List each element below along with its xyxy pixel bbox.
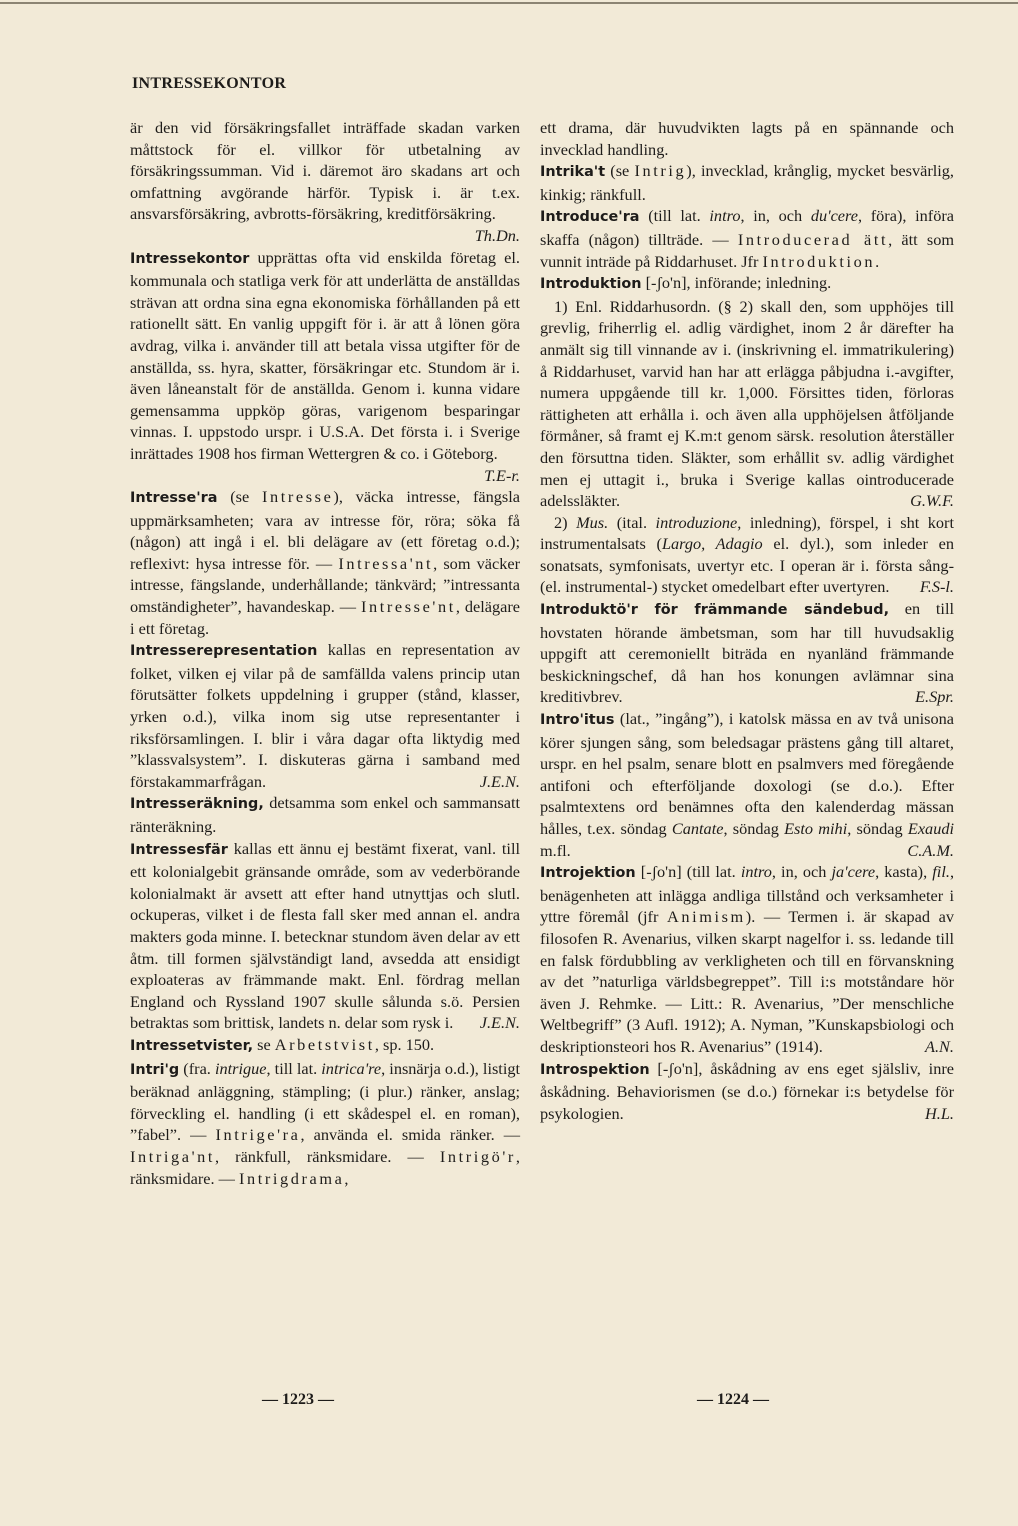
headword: Intressetvister, [130,1037,254,1054]
entry-continued-left: är den vid försäkringsfallet inträffade skadan varken måttstock för el. villkor för utbetalning av försäkringssumman. Vid i. däremot äro skadans art och omfattning avgörande härför. Typisk i. är t.ex. ansvarsförsäkring, avbrotts-försäkring, kreditförsäkring. Th.Dn. [130,118,520,245]
cross-reference: Intresse [261,487,334,507]
entry-intressekontor: Intressekontor upprättas ofta vid enskilda företag el. kommunala och statliga verk för att underlätta de anställdas strävan att ordna sina egna ekonomiska förhållanden på ett rationellt sätt. En vanlig uppgift för i. är att å lönen göra avdrag, vilka i. använder till att betala vissa utgifter för de anställda, ss. hyra, skatter, försäkringar etc. Stundom är i. även låneanstalt för de anställda. Genom i. kunna vidare gemensamma uppköp göras, varigenom besparingar vinnas. I. uppstodo urspr. i U.S.A. Det första i. i Sverige inrättades 1908 hos firman Wettergren & co. i Göteborg. T.E-r. [130,247,520,485]
entry-introduktor: Introduktö'r för främmande sändebud, en till hovstaten hörande ämbetsman, som har till huvudsaklig uppgift att ceremoniellt biträda en nyanländ främmande beskickningschef, då han hos konungen avlämnar sina kreditivbrev. E.Spr. [540,599,954,707]
signature: Th.Dn. [474,225,520,245]
entry-intressetvister: Intressetvister, se Arbetstvist, sp. 150. [130,1034,435,1054]
cross-reference: Intrigö'r [439,1146,516,1166]
page-number-right: — 1224 — [697,1391,769,1408]
signature: T.E-r. [484,465,520,485]
cross-reference: Intressa'nt [338,553,434,573]
left-column [130,117,520,1189]
headword: Introduce'ra [540,209,640,226]
entry-introitus: Intro'itus (lat., ”ingång”), i katolsk mässa en av två unisona körer sjungen sång, som beledsagar prästens gång till altaret, urspr. en hel psalm, senare blott en psalmvers med föregående antifoni och efterföljande doxologi (se d.o.). Efter psalmtextens ord benämnes ofta den kalenderdag mässan hålles, t.ex. söndag Cantate, söndag Esto mihi, söndag Exaudi m.fl. C.A.M. [540,709,955,860]
headword: Intressesfär [130,841,228,858]
cross-reference: Intrigdrama [238,1168,345,1188]
entry-intressera: Intresse'ra (se Intresse), väcka intresse, fängsla uppmärksamheten; vara av intresse för, röra; söka få (någon) att ingå i el. bli delägare av (ett företag o.d.); reflexivt: hysa intresse för. — Intressa'nt, som väcker intresse, fängslande, underhållande; tänkvärd; ”intressanta omständigheter”, havandeskap. — Intresse'nt, delägare i ett företag. [130,487,521,638]
cross-reference: Introduktion [762,251,876,271]
signature: J.E.N. [479,771,520,791]
entry-introspektion: Introspektion [-ʃo'n], åskådning av ens eget själsliv, inre åskådning. Behaviorismen (se d.o.) förnekar i:s betydelse för psykologien. H.L. [540,1058,954,1123]
headword: Intresse'ra [130,490,218,507]
cross-reference: Intresse'nt [360,597,456,617]
signature: C.A.M. [907,840,954,860]
headword: Intresserepresentation [130,643,318,660]
headword: Introspektion [540,1061,650,1078]
entry-introjektion: Introjektion [-ʃo'n] (till lat. intro, in, och ja'cere, kasta), fil., benägenheten att inlägga andliga tillstånd och verksamheter i yttre föremål (jfr Animism). — Termen i. är skapad av filosofen R. Avenarius, vilken skarpt nagelfor i. ss. ledande till en falsk fördubbling av verkligheten och till en förvanskning av det ”naturliga världsbegreppet”. Till i:s motståndare hör även J. Rehmke. — Litt.: R. Avenarius, ”Der menschliche Weltbegriff” (3 Aufl. 1912); A. Nyman, ”Kunskapsbiologi och deskriptionsteori hos R. Avenarius” (1914). A.N. [540,862,955,1056]
cross-reference: Introducerad ätt [737,229,889,249]
cross-reference: Intrig [634,161,687,181]
headword: Intro'itus [540,712,615,729]
headword: Intressekontor [130,250,250,267]
cross-reference: Intrige'ra [215,1125,301,1145]
signature: F.S-l. [919,577,954,597]
signature: A.N. [925,1036,954,1056]
right-column [540,117,954,1124]
headword: Introduktion [540,276,642,293]
entry-introduktion: Introduktion [-ʃo'n], införande; inledning. 1) Enl. Riddarhusordn. (§ 2) skall den, som upphöjes till grevlig, friherrlig el. adlig värdighet, inom 2 år därefter ha anmält sig till vinnande av i. (inskrivning el. immatrikulering) å Riddarhuset, varvid han har att erlägga påbjudna i.-avgifter, numera uppgående till kr. 1,000. Försittes tiden, förloras rättigheten att erhålla i. och även alla upphöjelsen åtföljande förmåner, så framt ej K.m:t genom särsk. resolution återställer den försuttna tiden. Släkter, som erhållit sv. adlig värdighet men ej uttagit i., bruka i Sverige kallas ointroducerade adelssläkter. G.W.F. 2) Mus. (ital. introduzione, inledning), förspel, i sht kort instrumentalsats (Largo, Adagio el. dyl.), som inleder en sonatsats, symfonisats, uvertyr etc. I operan är i. första sång- (el. instrumental-) stycket omedelbart efter uvertyren. F.S-l. [540,273,955,597]
headword: Introjektion [540,865,636,882]
page-number-left: — 1223 — [262,1391,334,1408]
top-edge-line [0,2,1018,4]
signature: G.W.F. [910,491,954,511]
cross-reference: Arbetstvist [274,1034,375,1054]
signature: E.Spr. [915,687,954,707]
entry-intressesfar: Intressesfär kallas ett ännu ej bestämt fixerat, vanl. till ett kolonialgebit gränsande område, som av vederbörande kolonialmakt är avsett att efter hand utnyttjas och slutl. ockuperas, vilket i de flesta fall sker med annan el. andra makters goda minne. I. betecknar stundom även delar av ett åtm. till formen självständigt land, avsedda att ensidigt exploateras av främmande makt. Enl. fördrag mellan England och Ryssland 1907 skulle sålunda s.ö. Persien betraktas som brittisk, landets n. delar som rysk i. J.E.N. [130,838,520,1033]
entry-intresserakning: Intresseräkning, detsamma som enkel och sammansatt ränteräkning. [130,793,520,836]
cross-reference: Intriga'nt [130,1146,215,1166]
signature: J.E.N. [479,1013,520,1033]
entry-intrig: Intri'g (fra. intrigue, till lat. intrica're, insnärja o.d.), listigt beräknad anläggning, stämpling; (i plur.) ränker, anslag; förveckling el. handling (i ett skådespel el. en roman), ”fabel”. — Intrige'ra, använda el. smida ränker. — Intriga'nt, ränkfull, ränksmidare. — Intrigö'r, ränksmidare. — Intrigdrama, [130,1058,521,1188]
headword: Intri'g [130,1061,180,1078]
headword: Introduktö'r för främmande sändebud, [540,602,890,619]
entry-intresserepresentation: Intresserepresentation kallas en representation av folket, vilken ej vilar på de samfällda valens princip utan förutsätter folkets uppdelning i grupper (stånd, klasser, yrken o.d.), vilka inom sig utse representanter i riksförsamlingen. I. blir i våra dagar ofta liktydig med ”klassvalsystem”. I. diskuteras gärna i samband med förstakammarfrågan. J.E.N. [130,640,520,791]
entry-introducera: Introduce'ra (till lat. intro, in, och du'cere, föra), införa skaffa (någon) tillträde. — Introducerad ätt, ätt som vunnit inträde på Riddarhuset. Jfr Introduktion. [540,206,954,271]
signature: H.L. [925,1103,954,1123]
entry-intrikat: Intrika't (se Intrig), invecklad, krånglig, mycket besvärlig, kinkig; ränkfull. [540,161,954,204]
headword: Intresseräkning, [130,796,264,813]
cross-reference: Animism [666,907,746,927]
headword: Intrika't [540,164,606,181]
entry-continued-right: ett drama, där huvudvikten lagts på en spännande och invecklad handling. [540,118,954,159]
running-head: INTRESSEKONTOR [132,75,287,92]
